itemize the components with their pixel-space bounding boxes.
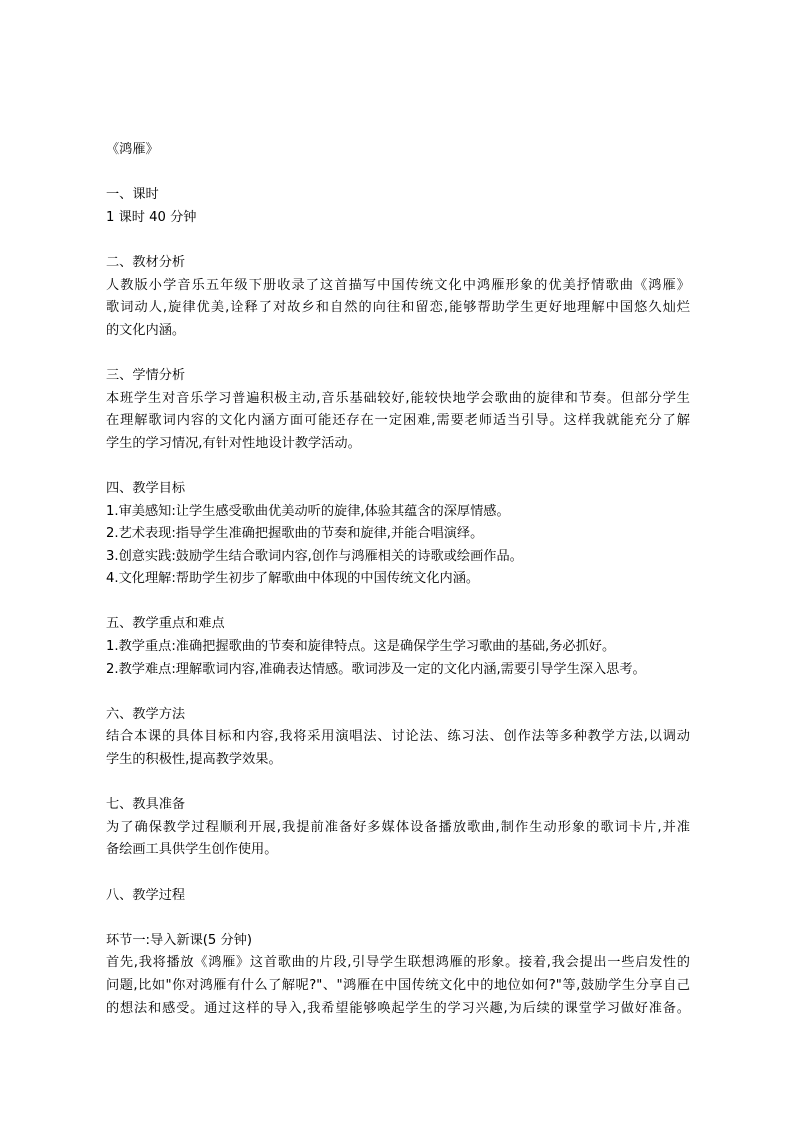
section-heading: 三、学情分析	[106, 367, 186, 383]
list-item: 2.艺术表现:指导学生准确把握歌曲的节奏和旋律,并能合唱演绎。	[106, 526, 484, 542]
paragraph-line: 1 课时 40 分钟	[106, 209, 197, 225]
paragraph-line: 首先,我将播放《鸿雁》这首歌曲的片段,引导学生联想鸿雁的形象。接着,我会提出一些启发性的	[106, 955, 690, 971]
section-heading: 环节一:导入新课(5 分钟)	[106, 932, 253, 948]
section-heading: 七、教具准备	[106, 797, 186, 813]
section-heading: 八、教学过程	[106, 887, 186, 903]
section-textbook-analysis	[106, 252, 690, 342]
paragraph-line: 为了确保教学过程顺利开展,我提前准备好多媒体设备播放歌曲,制作生动形象的歌词卡片,并准	[106, 819, 690, 835]
section-heading: 五、教学重点和难点	[106, 616, 225, 632]
paragraph-line: 备绘画工具供学生创作使用。	[106, 842, 278, 858]
spacer	[106, 455, 690, 478]
spacer	[106, 162, 690, 185]
paragraph-line: 本班学生对音乐学习普遍积极主动,音乐基础较好,能较快地学会歌曲的旋律和节奏。但部分学生	[106, 390, 690, 406]
paragraph-line: 人教版小学音乐五年级下册收录了这首描写中国传统文化中鸿雁形象的优美抒情歌曲《鸿雁》	[106, 277, 690, 293]
document-page	[106, 139, 690, 1020]
list-item: 1.教学重点:准确把握歌曲的节奏和旋律特点。这是确保学生学习歌曲的基础,务必抓好。	[106, 639, 616, 655]
section-student-analysis	[106, 365, 690, 455]
section-heading: 一、课时	[106, 187, 159, 203]
section-heading: 四、教学目标	[106, 480, 186, 496]
spacer	[106, 681, 690, 704]
list-item: 1.审美感知:让学生感受歌曲优美动听的旋律,体验其蕴含的深厚情感。	[106, 503, 510, 519]
spacer	[106, 342, 690, 365]
paragraph-line: 在理解歌词内容的文化内涵方面可能还存在一定困难,需要老师适当引导。这样我就能充分了解	[106, 413, 690, 429]
spacer	[106, 907, 690, 930]
paragraph-line: 的想法和感受。通过这样的导入,我希望能够唤起学生的学习兴趣,为后续的课堂学习做好准备。	[106, 1000, 690, 1016]
paragraph-line: 歌词动人,旋律优美,诠释了对故乡和自然的向往和留恋,能够帮助学生更好地理解中国悠久灿烂	[106, 300, 690, 316]
paragraph-line: 的文化内涵。	[106, 322, 186, 338]
paragraph-line: 学生的学习情况,有针对性地设计教学活动。	[106, 435, 361, 451]
list-item: 2.教学难点:理解歌词内容,准确表达情感。歌词涉及一定的文化内涵,需要引导学生深入思考。	[106, 661, 646, 677]
paragraph-line: 学生的积极性,提高教学效果。	[106, 752, 282, 768]
spacer	[106, 862, 690, 885]
section-class-hours	[106, 184, 690, 229]
paragraph-line: 问题,比如"你对鸿雁有什么了解呢?"、"鸿雁在中国传统文化中的地位如何?"等,鼓励学生分享自己	[106, 977, 690, 993]
paragraph-line: 结合本课的具体目标和内容,我将采用演唱法、讨论法、练习法、创作法等多种教学方法,以调动	[106, 729, 690, 745]
document-title: 《鸿雁》	[106, 142, 159, 157]
section-heading: 六、教学方法	[106, 706, 186, 722]
section-heading: 二、教材分析	[106, 254, 186, 270]
section-step-one	[106, 930, 690, 1020]
list-item: 4.文化理解:帮助学生初步了解歌曲中体现的中国传统文化内涵。	[106, 571, 480, 587]
section-teaching-aids	[106, 794, 690, 862]
spacer	[106, 772, 690, 795]
section-teaching-objectives	[106, 478, 690, 591]
section-teaching-methods	[106, 704, 690, 772]
section-key-points	[106, 613, 690, 681]
spacer	[106, 229, 690, 252]
section-teaching-process	[106, 885, 690, 908]
spacer	[106, 591, 690, 614]
list-item: 3.创意实践:鼓励学生结合歌词内容,创作与鸿雁相关的诗歌或绘画作品。	[106, 548, 523, 564]
